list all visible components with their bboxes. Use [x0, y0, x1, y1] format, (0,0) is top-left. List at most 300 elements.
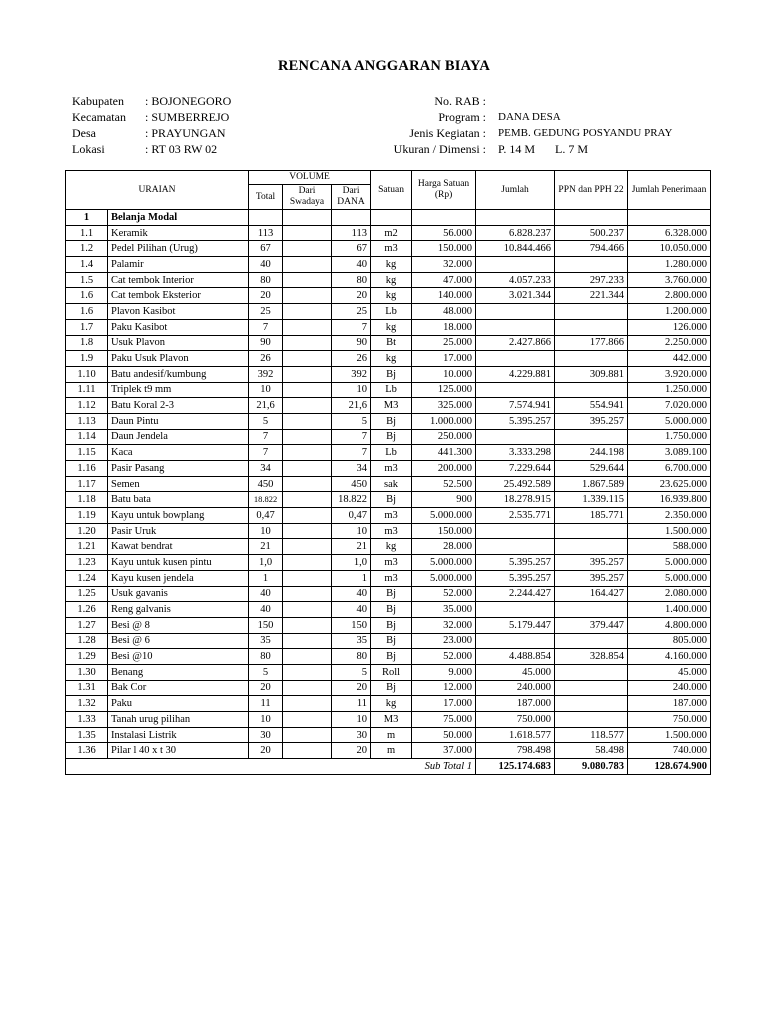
harga-header: Harga Satuan (Rp) — [412, 171, 476, 210]
volume-header: VOLUME — [249, 171, 371, 185]
item-number: 1.4 — [66, 257, 108, 273]
item-satuan: m3 — [371, 523, 412, 539]
item-swadaya — [283, 586, 332, 602]
item-harga: 10.000 — [412, 366, 476, 382]
item-dana: 40 — [332, 602, 371, 618]
subtotal-penerimaan: 128.674.900 — [628, 759, 711, 775]
item-harga: 52.000 — [412, 586, 476, 602]
table-row — [66, 335, 711, 351]
item-number: 1.2 — [66, 241, 108, 257]
item-dana: 21,6 — [332, 398, 371, 414]
item-dana: 35 — [332, 633, 371, 649]
item-total: 30 — [249, 727, 283, 743]
item-swadaya — [283, 319, 332, 335]
item-ppn — [555, 382, 628, 398]
program-row — [350, 109, 690, 125]
item-penerimaan: 4.160.000 — [628, 649, 711, 665]
item-jumlah — [476, 304, 555, 320]
item-satuan: m3 — [371, 461, 412, 477]
item-swadaya — [283, 304, 332, 320]
table-row — [66, 586, 711, 602]
subtotal-ppn: 9.080.783 — [555, 759, 628, 775]
program-info — [350, 93, 690, 157]
item-name: Keramik — [108, 225, 249, 241]
item-dana: 11 — [332, 696, 371, 712]
item-penerimaan: 5.000.000 — [628, 555, 711, 571]
item-swadaya — [283, 366, 332, 382]
item-jumlah: 2.244.427 — [476, 586, 555, 602]
table-row — [66, 288, 711, 304]
program-value: DANA DESA — [498, 111, 561, 123]
item-total: 7 — [249, 429, 283, 445]
item-swadaya — [283, 272, 332, 288]
item-total: 7 — [249, 319, 283, 335]
item-ppn — [555, 664, 628, 680]
item-swadaya — [283, 696, 332, 712]
program-label: Program : — [438, 110, 486, 124]
item-jumlah — [476, 319, 555, 335]
item-harga: 9.000 — [412, 664, 476, 680]
item-dana: 34 — [332, 461, 371, 477]
item-total: 90 — [249, 335, 283, 351]
item-jumlah: 4.057.233 — [476, 272, 555, 288]
table-row — [66, 633, 711, 649]
jenis-kegiatan-label: Jenis Kegiatan : — [409, 126, 486, 140]
desa-row — [72, 125, 231, 141]
item-dana: 10 — [332, 523, 371, 539]
item-penerimaan: 750.000 — [628, 712, 711, 728]
item-name: Palamir — [108, 257, 249, 273]
item-total: 80 — [249, 272, 283, 288]
table-row — [66, 727, 711, 743]
item-swadaya — [283, 429, 332, 445]
item-penerimaan: 240.000 — [628, 680, 711, 696]
item-total: 10 — [249, 523, 283, 539]
item-dana: 392 — [332, 366, 371, 382]
item-total: 450 — [249, 476, 283, 492]
item-name: Cat tembok Interior — [108, 272, 249, 288]
table-row — [66, 445, 711, 461]
table-row — [66, 413, 711, 429]
item-dana: 5 — [332, 413, 371, 429]
item-total: 40 — [249, 257, 283, 273]
item-total: 1 — [249, 570, 283, 586]
item-harga: 5.000.000 — [412, 570, 476, 586]
section-name: Belanja Modal — [108, 210, 249, 226]
item-penerimaan: 4.800.000 — [628, 617, 711, 633]
item-name: Besi @ 8 — [108, 617, 249, 633]
item-penerimaan: 16.939.800 — [628, 492, 711, 508]
desa-value: : PRAYUNGAN — [145, 126, 226, 140]
item-harga: 56.000 — [412, 225, 476, 241]
item-name: Usuk gavanis — [108, 586, 249, 602]
item-name: Kawat bendrat — [108, 539, 249, 555]
item-penerimaan: 588.000 — [628, 539, 711, 555]
item-satuan: Lb — [371, 304, 412, 320]
item-dana: 30 — [332, 727, 371, 743]
item-jumlah: 240.000 — [476, 680, 555, 696]
item-penerimaan: 10.050.000 — [628, 241, 711, 257]
item-harga: 18.000 — [412, 319, 476, 335]
item-penerimaan: 3.920.000 — [628, 366, 711, 382]
item-dana: 18.822 — [332, 492, 371, 508]
item-ppn — [555, 539, 628, 555]
item-number: 1.6 — [66, 304, 108, 320]
item-name: Pilar l 40 x t 30 — [108, 743, 249, 759]
item-satuan: m — [371, 727, 412, 743]
table-row — [66, 319, 711, 335]
item-ppn — [555, 429, 628, 445]
item-dana: 67 — [332, 241, 371, 257]
item-ppn: 395.257 — [555, 570, 628, 586]
satuan-header: Satuan — [371, 171, 412, 210]
item-penerimaan: 5.000.000 — [628, 413, 711, 429]
item-ppn — [555, 712, 628, 728]
item-name: Kayu kusen jendela — [108, 570, 249, 586]
item-name: Kayu untuk kusen pintu — [108, 555, 249, 571]
kecamatan-label: Kecamatan — [72, 110, 126, 124]
subtotal-label: Sub Total 1 — [412, 759, 476, 775]
item-ppn — [555, 304, 628, 320]
ukuran-row — [350, 141, 690, 157]
item-ppn — [555, 633, 628, 649]
item-penerimaan: 442.000 — [628, 351, 711, 367]
table-row — [66, 555, 711, 571]
item-swadaya — [283, 335, 332, 351]
item-ppn: 395.257 — [555, 413, 628, 429]
item-swadaya — [283, 288, 332, 304]
item-satuan: M3 — [371, 398, 412, 414]
item-harga: 17.000 — [412, 696, 476, 712]
item-satuan: Bj — [371, 617, 412, 633]
item-satuan: Bj — [371, 413, 412, 429]
item-number: 1.33 — [66, 712, 108, 728]
table-row — [66, 476, 711, 492]
item-penerimaan: 23.625.000 — [628, 476, 711, 492]
item-jumlah — [476, 602, 555, 618]
item-name: Reng galvanis — [108, 602, 249, 618]
item-dana: 10 — [332, 382, 371, 398]
item-harga: 50.000 — [412, 727, 476, 743]
table-row — [66, 617, 711, 633]
subtotal-row — [66, 759, 711, 775]
item-total: 35 — [249, 633, 283, 649]
item-ppn: 500.237 — [555, 225, 628, 241]
item-dana: 25 — [332, 304, 371, 320]
item-penerimaan: 805.000 — [628, 633, 711, 649]
item-total: 392 — [249, 366, 283, 382]
item-number: 1.5 — [66, 272, 108, 288]
item-penerimaan: 1.280.000 — [628, 257, 711, 273]
item-total: 40 — [249, 602, 283, 618]
item-number: 1.16 — [66, 461, 108, 477]
table-row — [66, 680, 711, 696]
item-ppn — [555, 602, 628, 618]
item-jumlah: 5.395.257 — [476, 570, 555, 586]
table-row — [66, 429, 711, 445]
item-name: Pasir Pasang — [108, 461, 249, 477]
item-name: Paku Kasibot — [108, 319, 249, 335]
table-row — [66, 696, 711, 712]
item-swadaya — [283, 602, 332, 618]
item-name: Cat tembok Eksterior — [108, 288, 249, 304]
item-number: 1.29 — [66, 649, 108, 665]
item-number: 1.20 — [66, 523, 108, 539]
item-ppn: 244.198 — [555, 445, 628, 461]
table-row — [66, 649, 711, 665]
item-ppn: 177.866 — [555, 335, 628, 351]
no-rab-value — [486, 93, 498, 109]
item-number: 1.18 — [66, 492, 108, 508]
item-ppn: 1.867.589 — [555, 476, 628, 492]
item-dana: 20 — [332, 680, 371, 696]
item-harga: 125.000 — [412, 382, 476, 398]
table-row — [66, 225, 711, 241]
item-harga: 140.000 — [412, 288, 476, 304]
item-swadaya — [283, 664, 332, 680]
table-row — [66, 570, 711, 586]
item-total: 5 — [249, 413, 283, 429]
item-swadaya — [283, 351, 332, 367]
item-swadaya — [283, 633, 332, 649]
item-number: 1.7 — [66, 319, 108, 335]
item-number: 1.11 — [66, 382, 108, 398]
item-harga: 441.300 — [412, 445, 476, 461]
item-number: 1.15 — [66, 445, 108, 461]
item-penerimaan: 2.800.000 — [628, 288, 711, 304]
item-total: 10 — [249, 382, 283, 398]
item-dana: 26 — [332, 351, 371, 367]
item-total: 20 — [249, 288, 283, 304]
item-dana: 1 — [332, 570, 371, 586]
item-satuan: kg — [371, 539, 412, 555]
item-harga: 35.000 — [412, 602, 476, 618]
item-harga: 52.500 — [412, 476, 476, 492]
item-satuan: Bj — [371, 429, 412, 445]
item-harga: 5.000.000 — [412, 508, 476, 524]
item-swadaya — [283, 476, 332, 492]
item-dana: 1,0 — [332, 555, 371, 571]
item-jumlah: 1.618.577 — [476, 727, 555, 743]
item-satuan: m3 — [371, 241, 412, 257]
item-ppn: 794.466 — [555, 241, 628, 257]
item-number: 1.6 — [66, 288, 108, 304]
item-number: 1.12 — [66, 398, 108, 414]
item-satuan: Roll — [371, 664, 412, 680]
kabupaten-value: : BOJONEGORO — [145, 94, 232, 108]
item-total: 21 — [249, 539, 283, 555]
item-swadaya — [283, 413, 332, 429]
item-dana: 10 — [332, 712, 371, 728]
item-dana: 7 — [332, 445, 371, 461]
item-penerimaan: 3.089.100 — [628, 445, 711, 461]
item-dana: 80 — [332, 649, 371, 665]
item-name: Batu bata — [108, 492, 249, 508]
item-ppn — [555, 257, 628, 273]
item-dana: 40 — [332, 257, 371, 273]
item-number: 1.25 — [66, 586, 108, 602]
item-swadaya — [283, 492, 332, 508]
lokasi-row — [72, 141, 231, 157]
item-dana: 5 — [332, 664, 371, 680]
table-row — [66, 461, 711, 477]
item-harga: 47.000 — [412, 272, 476, 288]
item-name: Benang — [108, 664, 249, 680]
item-penerimaan: 1.750.000 — [628, 429, 711, 445]
item-satuan: Bj — [371, 602, 412, 618]
item-number: 1.1 — [66, 225, 108, 241]
item-satuan: Bj — [371, 649, 412, 665]
item-ppn — [555, 523, 628, 539]
table-row — [66, 241, 711, 257]
item-swadaya — [283, 523, 332, 539]
item-satuan: Bj — [371, 633, 412, 649]
item-number: 1.35 — [66, 727, 108, 743]
item-dana: 7 — [332, 429, 371, 445]
item-name: Triplek t9 mm — [108, 382, 249, 398]
kabupaten-label: Kabupaten — [72, 94, 124, 108]
item-harga: 150.000 — [412, 241, 476, 257]
item-number: 1.8 — [66, 335, 108, 351]
page-title: RENCANA ANGGARAN BIAYA — [277, 58, 490, 74]
table-row — [66, 304, 711, 320]
item-dana: 150 — [332, 617, 371, 633]
item-penerimaan: 1.250.000 — [628, 382, 711, 398]
item-harga: 25.000 — [412, 335, 476, 351]
item-number: 1.10 — [66, 366, 108, 382]
item-total: 20 — [249, 680, 283, 696]
item-total: 11 — [249, 696, 283, 712]
item-ppn — [555, 696, 628, 712]
item-harga: 200.000 — [412, 461, 476, 477]
item-harga: 250.000 — [412, 429, 476, 445]
table-row — [66, 508, 711, 524]
item-jumlah: 6.828.237 — [476, 225, 555, 241]
item-swadaya — [283, 727, 332, 743]
item-harga: 32.000 — [412, 257, 476, 273]
item-total: 21,6 — [249, 398, 283, 414]
kabupaten-row — [72, 93, 231, 109]
item-number: 1.32 — [66, 696, 108, 712]
item-dana: 450 — [332, 476, 371, 492]
item-harga: 150.000 — [412, 523, 476, 539]
item-penerimaan: 1.500.000 — [628, 523, 711, 539]
item-swadaya — [283, 649, 332, 665]
jenis-kegiatan-row — [350, 125, 690, 141]
item-penerimaan: 187.000 — [628, 696, 711, 712]
item-jumlah: 10.844.466 — [476, 241, 555, 257]
item-ppn: 529.644 — [555, 461, 628, 477]
item-satuan: kg — [371, 696, 412, 712]
item-ppn: 554.941 — [555, 398, 628, 414]
dana-header: Dari DANA — [332, 185, 371, 210]
table-row — [66, 257, 711, 273]
item-name: Pedel Pilihan (Urug) — [108, 241, 249, 257]
item-total: 5 — [249, 664, 283, 680]
item-ppn — [555, 319, 628, 335]
item-ppn: 118.577 — [555, 727, 628, 743]
jumlah-header: Jumlah — [476, 171, 555, 210]
item-dana: 113 — [332, 225, 371, 241]
item-satuan: kg — [371, 351, 412, 367]
item-name: Batu Koral 2-3 — [108, 398, 249, 414]
item-satuan: Bj — [371, 586, 412, 602]
item-total: 7 — [249, 445, 283, 461]
item-dana: 0,47 — [332, 508, 371, 524]
item-satuan: m3 — [371, 555, 412, 571]
section-row — [66, 210, 711, 226]
item-number: 1.36 — [66, 743, 108, 759]
item-jumlah: 2.427.866 — [476, 335, 555, 351]
item-satuan: kg — [371, 272, 412, 288]
item-number: 1.14 — [66, 429, 108, 445]
table-row — [66, 539, 711, 555]
item-name: Tanah urug pilihan — [108, 712, 249, 728]
item-ppn: 185.771 — [555, 508, 628, 524]
item-name: Pasir Uruk — [108, 523, 249, 539]
item-name: Daun Jendela — [108, 429, 249, 445]
item-jumlah: 2.535.771 — [476, 508, 555, 524]
item-name: Instalasi Listrik — [108, 727, 249, 743]
item-total: 67 — [249, 241, 283, 257]
item-satuan: m — [371, 743, 412, 759]
item-harga: 75.000 — [412, 712, 476, 728]
item-ppn — [555, 680, 628, 696]
item-name: Besi @ 6 — [108, 633, 249, 649]
item-jumlah: 4.229.881 — [476, 366, 555, 382]
item-ppn: 328.854 — [555, 649, 628, 665]
item-number: 1.27 — [66, 617, 108, 633]
item-number: 1.31 — [66, 680, 108, 696]
item-total: 10 — [249, 712, 283, 728]
item-satuan: Bj — [371, 680, 412, 696]
item-swadaya — [283, 461, 332, 477]
item-swadaya — [283, 539, 332, 555]
item-dana: 7 — [332, 319, 371, 335]
item-satuan: Bj — [371, 492, 412, 508]
item-penerimaan: 2.080.000 — [628, 586, 711, 602]
item-jumlah — [476, 429, 555, 445]
item-satuan: kg — [371, 288, 412, 304]
item-satuan: m3 — [371, 508, 412, 524]
item-swadaya — [283, 570, 332, 586]
item-jumlah: 5.395.257 — [476, 413, 555, 429]
item-jumlah — [476, 382, 555, 398]
item-ppn: 164.427 — [555, 586, 628, 602]
item-number: 1.17 — [66, 476, 108, 492]
item-jumlah — [476, 257, 555, 273]
item-satuan: sak — [371, 476, 412, 492]
item-name: Paku — [108, 696, 249, 712]
item-harga: 23.000 — [412, 633, 476, 649]
item-ppn: 221.344 — [555, 288, 628, 304]
kecamatan-value: : SUMBERREJO — [145, 110, 230, 124]
item-swadaya — [283, 712, 332, 728]
item-penerimaan: 1.400.000 — [628, 602, 711, 618]
item-dana: 40 — [332, 586, 371, 602]
item-name: Kaca — [108, 445, 249, 461]
item-name: Batu andesif/kumbung — [108, 366, 249, 382]
penerimaan-header: Jumlah Penerimaan — [628, 171, 711, 210]
item-name: Semen — [108, 476, 249, 492]
no-rab-row — [350, 93, 690, 109]
item-dana: 80 — [332, 272, 371, 288]
item-total: 25 — [249, 304, 283, 320]
item-satuan: Lb — [371, 445, 412, 461]
item-jumlah: 25.492.589 — [476, 476, 555, 492]
item-jumlah: 798.498 — [476, 743, 555, 759]
lokasi-value: : RT 03 RW 02 — [145, 142, 218, 156]
